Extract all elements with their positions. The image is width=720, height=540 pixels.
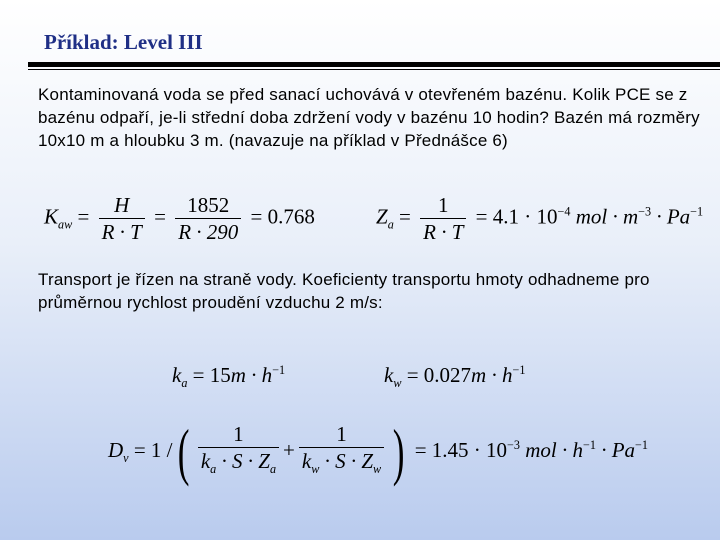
- za-units-exp2: −1: [690, 204, 704, 219]
- ka-units: m · h: [230, 363, 273, 387]
- ka-exponent: −1: [272, 363, 286, 377]
- ka-symbol: k: [172, 363, 182, 387]
- dv-units-exp1: −1: [583, 437, 596, 452]
- kw-value: 0.027: [423, 363, 472, 387]
- dv-f1-numerator: 1: [198, 421, 279, 448]
- dv-f2-k: k: [301, 449, 312, 474]
- za-exponent: −4: [557, 204, 571, 219]
- kaw-subscript: aw: [58, 217, 73, 232]
- dv-subscript: v: [123, 451, 129, 465]
- za-units-exp1: −3: [638, 204, 652, 219]
- dv-f2-numerator: 1: [299, 421, 384, 448]
- dv-f1-z-sub: a: [269, 462, 277, 477]
- title-divider-thin: [28, 69, 720, 70]
- dv-f1-k: k: [200, 449, 211, 474]
- kaw-fraction-1: [99, 192, 145, 245]
- za-fraction: [420, 192, 466, 245]
- kw-units: m · h: [471, 363, 513, 387]
- dv-f2-z-sub: w: [373, 462, 382, 477]
- title-divider-thick: [28, 62, 720, 67]
- dv-symbol: D: [108, 437, 124, 462]
- dv-f2-rest: · S · Z: [319, 449, 374, 474]
- equation-kaw: $K_{aw}$ = $\frac{H}{R \cdot T}$ = $\frac{1852}{R \cdot 290}$ = 0.768: [44, 193, 315, 244]
- kw-exponent: −1: [512, 363, 526, 377]
- dv-fraction-2: [299, 421, 384, 482]
- dv-fraction-1: [198, 421, 279, 482]
- kw-symbol: k: [384, 363, 394, 387]
- kaw-f2-numerator: 1852: [175, 192, 241, 219]
- kaw-f2-denominator: R · 290: [178, 220, 239, 244]
- za-units2: · Pa: [651, 204, 691, 229]
- equation-za: $Z_a$ = $\frac{1}{R \cdot T}$ = $4.1 \cdot 10^{-4}$ mol · $m^{-3} \cdot Pa^{-1}$: [376, 193, 704, 244]
- slide-title: Příklad: Level III: [44, 30, 203, 54]
- dv-f2-k-sub: w: [311, 462, 320, 477]
- equation-kw: $k_w = 0.027m \cdot h^{-1}$: [384, 363, 526, 391]
- dv-units2: · Pa: [595, 437, 636, 462]
- problem-statement: Kontaminovaná voda se před sanací uchovává v otevřeném bazénu. Kolik PCE se z bazénu odpaří, je-li střední doba zdržení vody v bazénu 10 hodin? Bazén má rozměry 10x10 m a hloubku 3 m. (navazuje na příklad v Přednášce 6): [38, 85, 700, 150]
- dv-prefix: 1 /: [150, 437, 173, 462]
- dv-f1-k-sub: a: [210, 462, 217, 477]
- kaw-result: 0.768: [267, 204, 315, 229]
- kaw-symbol: K: [44, 204, 59, 229]
- equation-ka: $k_a = 15m \cdot h^{-1}$: [172, 363, 286, 391]
- kaw-f1-numerator: H: [114, 193, 130, 217]
- ka-value: 15: [209, 363, 231, 387]
- kaw-fraction-2: [175, 192, 241, 245]
- ka-subscript: a: [181, 376, 188, 391]
- left-paren: (: [177, 416, 190, 487]
- za-numerator: 1: [420, 192, 466, 219]
- dv-f1-rest: · S · Z: [216, 449, 270, 474]
- za-units: mol · m: [575, 204, 639, 229]
- za-result: 4.1 · 10: [492, 204, 558, 229]
- kw-subscript: w: [393, 376, 402, 391]
- dv-exponent: −3: [507, 437, 520, 452]
- right-paren: ): [392, 416, 405, 487]
- za-symbol: Z: [376, 204, 388, 229]
- dv-units: mol · h: [525, 437, 583, 462]
- dv-units-exp2: −1: [635, 437, 648, 452]
- za-denominator: R · T: [423, 220, 464, 244]
- kaw-f1-denominator: R · T: [101, 220, 142, 244]
- za-subscript: a: [387, 217, 394, 232]
- transport-statement: Transport je řízen na straně vody. Koeficienty transportu hmoty odhadneme pro průměrnou rychlost proudění vzduchu 2 m/s:: [38, 270, 650, 312]
- dv-result: 1.45 · 10: [431, 437, 508, 462]
- equation-dv: $D_v = 1$ /( $\frac{1}{k_a \cdot S \cdot Z_a}$ + $\frac{1}{k_w \cdot S \cdot Z_w}$ ) = $1.45 \cdot 10^{-3}$ mol · $h^{-1} \cdot Pa^{-1}$: [108, 416, 648, 487]
